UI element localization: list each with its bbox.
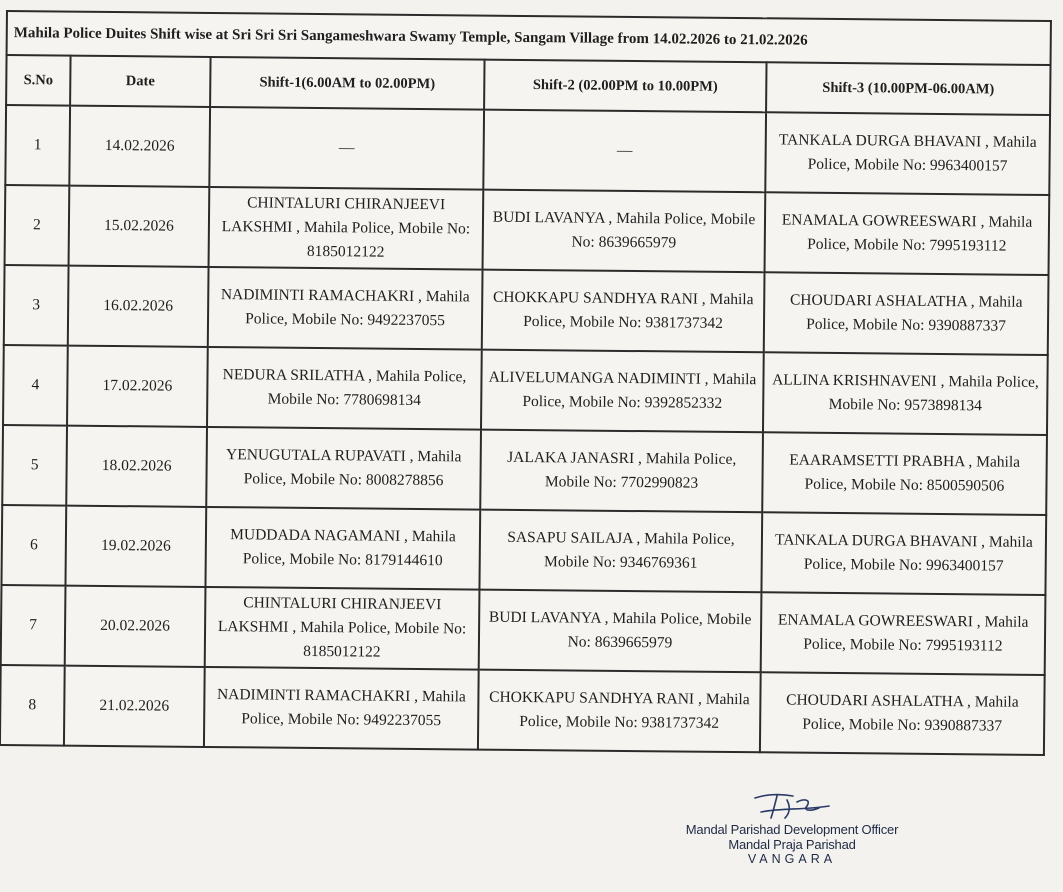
header-sno: S.No xyxy=(6,55,70,106)
row-date: 15.02.2026 xyxy=(69,186,210,267)
row-shift2: CHOKKAPU SANDHYA RANI , Mahila Police, Mobile No: 9381737342 xyxy=(478,670,761,753)
row-shift3: ENAMALA GOWREESWARI , Mahila Police, Mobile No: 7995193112 xyxy=(765,192,1050,275)
row-sno: 3 xyxy=(4,265,69,346)
row-sno: 6 xyxy=(1,505,66,586)
row-shift2: SASAPU SAILAJA , Mahila Police, Mobile No: 9346769361 xyxy=(479,510,762,593)
row-shift1: — xyxy=(209,107,484,190)
signature-scribble-icon xyxy=(747,788,837,822)
table-row xyxy=(4,265,1049,355)
row-shift1: YENUGUTALA RUPAVATI , Mahila Police, Mobile No: 8008278856 xyxy=(206,427,481,510)
table-title: Mahila Police Duites Shift wise at Sri Sri Sri Sangameshwara Swamy Temple, Sangam Village from 14.02.2026 to 21.02.2026 xyxy=(7,11,1051,65)
row-sno: 7 xyxy=(1,585,66,666)
row-shift3: ALLINA KRISHNAVENI , Mahila Police, Mobile No: 9573898134 xyxy=(763,352,1048,435)
row-date: 17.02.2026 xyxy=(67,346,208,427)
table-row xyxy=(3,345,1048,435)
table-row xyxy=(5,105,1050,195)
header-shift1: Shift-1(6.00AM to 02.00PM) xyxy=(210,57,484,110)
row-shift3: TANKALA DURGA BHAVANI , Mahila Police, Mobile No: 9963400157 xyxy=(761,512,1046,595)
row-sno: 8 xyxy=(0,665,65,746)
row-shift2: BUDI LAVANYA , Mahila Police, Mobile No: 8639665979 xyxy=(479,590,762,673)
signature-office: Mandal Praja Parishad xyxy=(728,837,856,852)
row-date: 14.02.2026 xyxy=(69,106,210,187)
row-shift2: BUDI LAVANYA , Mahila Police, Mobile No: 8639665979 xyxy=(483,190,766,273)
table-row xyxy=(2,425,1047,515)
row-date: 19.02.2026 xyxy=(65,506,206,587)
row-shift1: CHINTALURI CHIRANJEEVI LAKSHMI , Mahila Police, Mobile No: 8185012122 xyxy=(205,587,480,670)
table-row xyxy=(0,665,1045,755)
row-shift3: EAARAMSETTI PRABHA , Mahila Police, Mobile No: 8500590506 xyxy=(762,432,1047,515)
row-shift3: CHOUDARI ASHALATHA , Mahila Police, Mobile No: 9390887337 xyxy=(760,672,1045,755)
row-shift1: NADIMINTI RAMACHAKRI , Mahila Police, Mobile No: 9492237055 xyxy=(208,267,483,350)
signature-designation: Mandal Parishad Development Officer xyxy=(685,822,899,837)
row-shift2: ALIVELUMANGA NADIMINTI , Mahila Police, Mobile No: 9392852332 xyxy=(481,350,764,433)
row-sno: 2 xyxy=(5,185,70,266)
duty-table xyxy=(0,10,1052,756)
signature-block xyxy=(672,788,912,867)
table-row xyxy=(1,585,1046,675)
row-date: 18.02.2026 xyxy=(66,426,207,507)
row-date: 16.02.2026 xyxy=(68,266,209,347)
row-shift1: NADIMINTI RAMACHAKRI , Mahila Police, Mobile No: 9492237055 xyxy=(204,667,479,750)
row-shift2: JALAKA JANASRI , Mahila Police, Mobile No: 7702990823 xyxy=(480,430,763,513)
signature-place: VANGARA xyxy=(747,852,837,866)
row-shift1: MUDDADA NAGAMANI , Mahila Police, Mobile No: 8179144610 xyxy=(205,507,480,590)
row-shift2: CHOKKAPU SANDHYA RANI , Mahila Police, Mobile No: 9381737342 xyxy=(482,270,765,353)
header-shift2: Shift-2 (02.00PM to 10.00PM) xyxy=(484,60,766,113)
row-sno: 1 xyxy=(5,105,70,186)
row-sno: 4 xyxy=(3,345,68,426)
table-row xyxy=(5,185,1050,275)
header-shift3: Shift-3 (10.00PM-06.00AM) xyxy=(766,62,1050,115)
table-row xyxy=(1,505,1046,595)
row-shift3: ENAMALA GOWREESWARI , Mahila Police, Mobile No: 7995193112 xyxy=(761,592,1046,675)
duty-table-wrapper xyxy=(0,10,1050,756)
header-date: Date xyxy=(70,56,210,107)
row-shift2: — xyxy=(483,110,766,193)
row-date: 21.02.2026 xyxy=(64,666,205,747)
row-shift1: NEDURA SRILATHA , Mahila Police, Mobile No: 7780698134 xyxy=(207,347,482,430)
row-shift1: CHINTALURI CHIRANJEEVI LAKSHMI , Mahila Police, Mobile No: 8185012122 xyxy=(209,187,484,270)
row-date: 20.02.2026 xyxy=(65,586,206,667)
row-shift3: TANKALA DURGA BHAVANI , Mahila Police, Mobile No: 9963400157 xyxy=(765,112,1050,195)
row-sno: 5 xyxy=(2,425,67,506)
row-shift3: CHOUDARI ASHALATHA , Mahila Police, Mobile No: 9390887337 xyxy=(764,272,1049,355)
